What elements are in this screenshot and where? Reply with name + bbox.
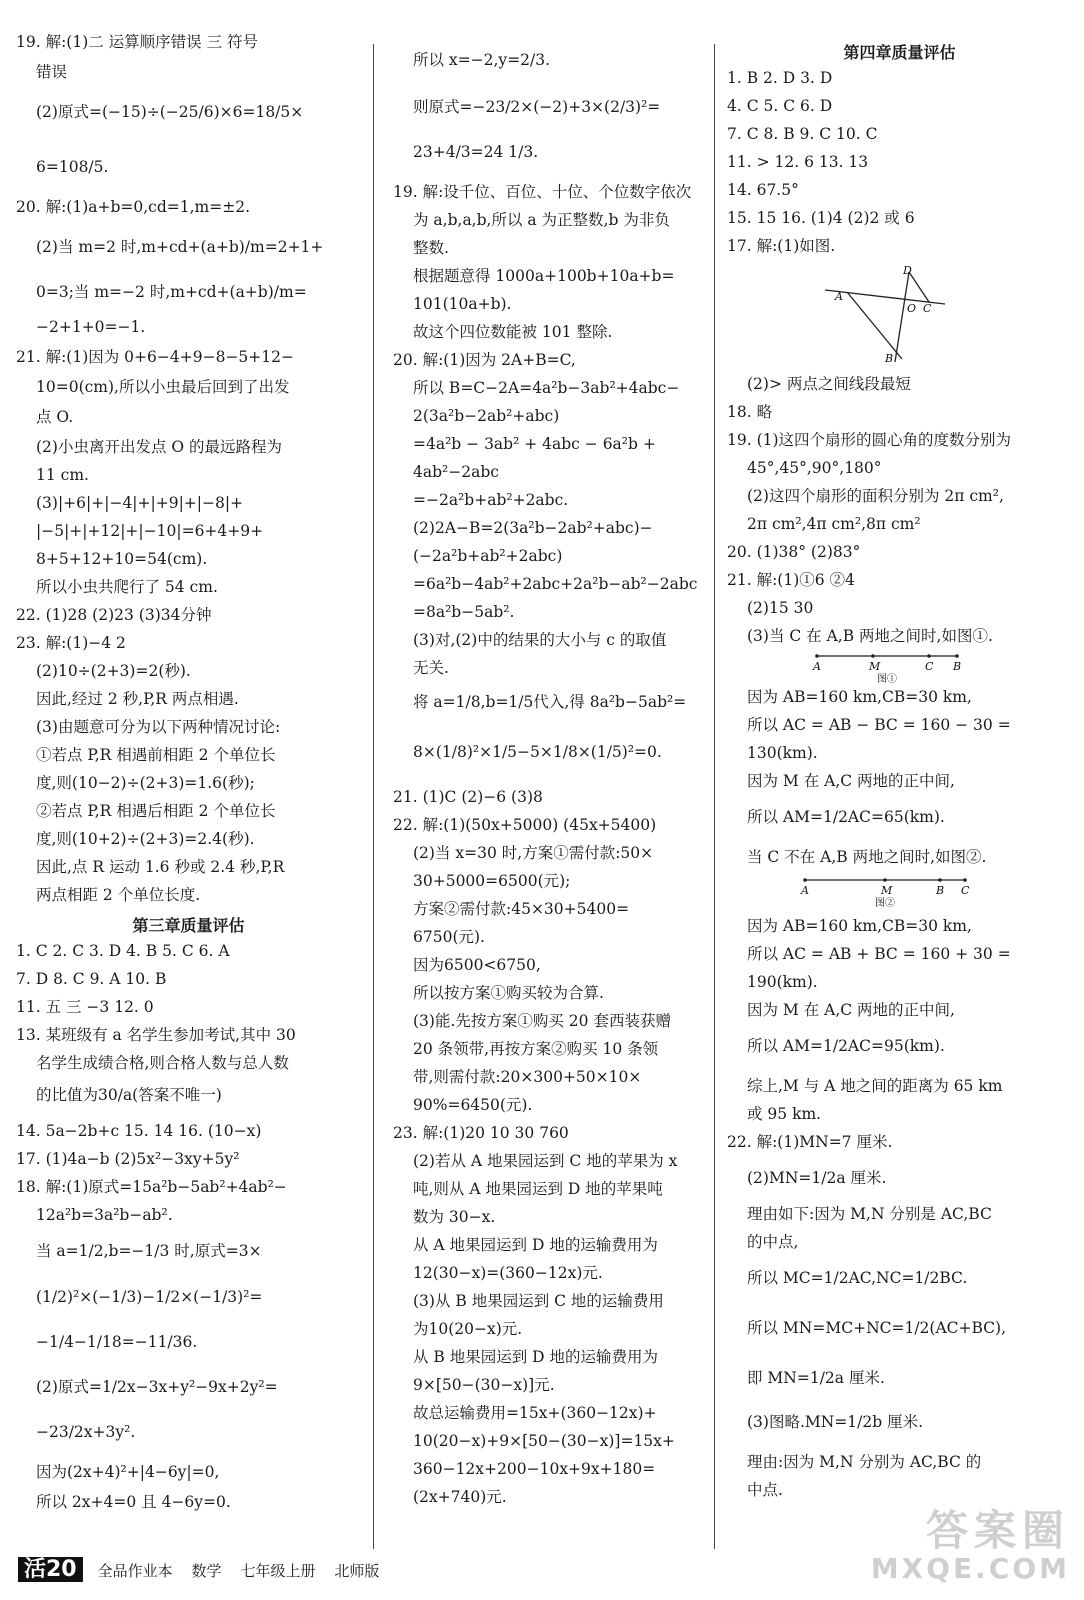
text-line: 23+4/3=24 1/3. xyxy=(413,143,539,161)
figure-17-geometry xyxy=(817,262,957,372)
text-line: 20. (1)38° (2)83° xyxy=(727,543,861,561)
text-line: 14. 5a−2b+c 15. 14 16. (10−x) xyxy=(16,1122,262,1140)
text-line: 理由如下:因为 M,N 分别是 AC,BC xyxy=(747,1205,992,1223)
text-line: 21. 解:(1)①6 ②4 xyxy=(727,571,855,589)
text-line: (−2a²b+ab²+2abc) xyxy=(413,547,563,565)
text-line: 当 C 不在 A,B 两地之间时,如图②. xyxy=(747,848,987,866)
text-line: (3)能.先按方案①购买 20 套西装获赠 xyxy=(413,1012,671,1030)
text-line: 因为 AB=160 km,CB=30 km, xyxy=(747,917,972,935)
text-line: 则原式=−23/2×(−2)+3×(2/3)²= xyxy=(413,98,661,116)
text-line: 度,则(10−2)÷(2+3)=1.6(秒); xyxy=(36,774,255,792)
watermark xyxy=(871,1508,1070,1584)
text-line: (2)当 m=2 时,m+cd+(a+b)/m=2+1+ xyxy=(36,238,324,256)
text-line: 综上,M 与 A 地之间的距离为 65 km xyxy=(747,1077,1003,1095)
text-line: 6750(元). xyxy=(413,928,485,946)
text-line: 故这个四位数能被 101 整除. xyxy=(413,323,613,341)
text-line: (2)2A−B=2(3a²b−2ab²+abc)− xyxy=(413,519,653,537)
text-line: 所以 MN=MC+NC=1/2(AC+BC), xyxy=(747,1319,1007,1337)
text-line: 90%=6450(元). xyxy=(413,1096,533,1114)
text-line: 360−12x+200−10x+9x+180= xyxy=(413,1460,656,1478)
text-line: (3)图略.MN=1/2b 厘米. xyxy=(747,1413,924,1431)
text-line: 所以 AM=1/2AC=95(km). xyxy=(747,1037,945,1055)
text-line: 23. 解:(1)20 10 30 760 xyxy=(393,1124,569,1142)
text-line: 30+5000=6500(元); xyxy=(413,872,571,890)
text-line: 错误 xyxy=(36,63,68,81)
text-line: 22. 解:(1)(50x+5000) (45x+5400) xyxy=(393,816,657,834)
text-line: 4. C 5. C 6. D xyxy=(727,97,833,115)
text-line: 因为 AB=160 km,CB=30 km, xyxy=(747,688,972,706)
fig1-label: B xyxy=(953,660,962,673)
text-line: 故总运输费用=15x+(360−12x)+ xyxy=(413,1404,657,1422)
fig17-label: C xyxy=(923,302,932,315)
grade-label: 七年级上册 xyxy=(240,1562,316,1580)
text-line: 190(km). xyxy=(747,973,818,991)
text-line: 10(20−x)+9×[50−(30−x)]=15x+ xyxy=(413,1432,675,1450)
fig17-label: B xyxy=(885,352,894,365)
book-title: 全品作业本 xyxy=(97,1562,173,1580)
text-line: 所以 AC = AB − BC = 160 − 30 = xyxy=(747,716,1011,734)
text-line: 数为 30−x. xyxy=(413,1208,496,1226)
text-line: 为10(20−x)元. xyxy=(413,1320,523,1338)
text-line: 所以 2x+4=0 且 4−6y=0. xyxy=(36,1493,231,1511)
text-line: 1. C 2. C 3. D 4. B 5. C 6. A xyxy=(16,942,230,960)
fig1-label: M xyxy=(869,660,881,673)
text-line: 因此,经过 2 秒,P,R 两点相遇. xyxy=(36,690,239,708)
text-line: −1/4−1/18=−11/36. xyxy=(36,1333,198,1351)
text-line: 12(30−x)=(360−12x)元. xyxy=(413,1264,603,1282)
watermark-line-2: MXQE.COM xyxy=(870,1552,1070,1585)
page-number-badge: 活20 xyxy=(18,1557,83,1582)
text-line: 所以 AC = AB + BC = 160 + 30 = xyxy=(747,945,1011,963)
text-line: 18. 解:(1)原式=15a²b−5ab²+4ab²− xyxy=(16,1178,287,1196)
text-line: 因为6500<6750, xyxy=(413,956,541,974)
text-line: 所以 x=−2,y=2/3. xyxy=(413,51,551,69)
subject-label: 数学 xyxy=(191,1562,222,1580)
text-line: 所以按方案①购买较为合算. xyxy=(413,984,604,1002)
text-line: 8×(1/8)²×1/5−5×1/8×(1/5)²=0. xyxy=(413,743,662,761)
text-line: 2(3a²b−2ab²+abc) xyxy=(413,407,560,425)
text-line: 19. 解:设千位、百位、十位、个位数字依次 xyxy=(393,183,692,201)
text-line: (2)原式=(−15)÷(−25/6)×6=18/5× xyxy=(36,103,304,121)
text-line: (3)从 B 地果园运到 C 地的运输费用 xyxy=(413,1292,664,1310)
text-line: 即 MN=1/2a 厘米. xyxy=(747,1369,885,1387)
text-line: 17. (1)4a−b (2)5x²−3xy+5y² xyxy=(16,1150,240,1168)
fig17-label: O xyxy=(907,302,917,315)
text-line: 11 cm. xyxy=(36,466,89,484)
watermark-line-1: 答案圈 xyxy=(925,1506,1070,1555)
text-line: (2)15 30 xyxy=(747,599,814,617)
text-line: 45°,45°,90°,180° xyxy=(747,459,882,477)
text-line: −2+1+0=−1. xyxy=(36,318,146,336)
text-line: 0=3;当 m=−2 时,m+cd+(a+b)/m= xyxy=(36,283,307,301)
text-line: 8+5+12+10=54(cm). xyxy=(36,550,208,568)
text-line: 点 O. xyxy=(36,408,74,426)
text-line: 13. 某班级有 a 名学生参加考试,其中 30 xyxy=(16,1026,296,1044)
column-divider-left xyxy=(373,44,374,1549)
text-line: 因为 M 在 A,C 两地的正中间, xyxy=(747,1001,955,1019)
text-line: 130(km). xyxy=(747,744,818,762)
text-line: (2)当 x=30 时,方案①需付款:50× xyxy=(413,844,654,862)
text-line: ①若点 P,R 相遇前相距 2 个单位长 xyxy=(36,746,276,764)
text-line: 所以小虫共爬行了 54 cm. xyxy=(36,578,218,596)
text-line: 所以 MC=1/2AC,NC=1/2BC. xyxy=(747,1269,968,1287)
figure-2-line-segment xyxy=(795,870,975,908)
text-line: 22. (1)28 (2)23 (3)34分钟 xyxy=(16,606,212,624)
text-line: 1. B 2. D 3. D xyxy=(727,69,833,87)
text-line: 吨,则从 A 地果园运到 D 地的苹果吨 xyxy=(413,1180,663,1198)
text-line: (2)MN=1/2a 厘米. xyxy=(747,1169,887,1187)
text-line: 根据题意得 1000a+100b+10a+b= xyxy=(413,267,675,285)
page-footer xyxy=(18,1552,393,1582)
text-line: 10=0(cm),所以小虫最后回到了出发 xyxy=(36,378,290,396)
text-line: 14. 67.5° xyxy=(727,181,799,199)
text-line: 所以 B=C−2A=4a²b−3ab²+4abc− xyxy=(413,379,680,397)
text-line: 从 A 地果园运到 D 地的运输费用为 xyxy=(413,1236,658,1254)
text-line: (2)小虫离开出发点 O 的最远路程为 xyxy=(36,438,283,456)
text-line: 19. (1)这四个扇形的圆心角的度数分别为 xyxy=(727,431,1012,449)
text-line: 名学生成绩合格,则合格人数与总人数 xyxy=(36,1054,289,1072)
text-line: =6a²b−4ab²+2abc+2a²b−ab²−2abc xyxy=(413,575,698,593)
fig2-label: B xyxy=(936,884,945,897)
fig17-label: A xyxy=(835,290,843,303)
text-line: 无关. xyxy=(413,659,449,677)
text-line: 7. C 8. B 9. C 10. C xyxy=(727,125,878,143)
text-line: (3)对,(2)中的结果的大小与 c 的取值 xyxy=(413,631,667,649)
section-title: 第三章质量评估 xyxy=(132,916,245,935)
text-line: −23/2x+3y². xyxy=(36,1423,136,1441)
fig1-label: C xyxy=(925,660,934,673)
fig1-caption: 图① xyxy=(877,674,897,684)
text-line: (1/2)²×(−1/3)−1/2×(−1/3)²= xyxy=(36,1288,263,1306)
text-line: 的中点, xyxy=(747,1233,799,1251)
edition-label: 北师版 xyxy=(334,1562,380,1580)
text-line: 20. 解:(1)a+b=0,cd=1,m=±2. xyxy=(16,198,251,216)
text-line: 从 B 地果园运到 D 地的运输费用为 xyxy=(413,1348,659,1366)
text-line: 2π cm²,4π cm²,8π cm² xyxy=(747,515,921,533)
text-line: 或 95 km. xyxy=(747,1105,822,1123)
column-divider-right xyxy=(714,44,715,1549)
text-line: |−5|+|+12|+|−10|=6+4+9+ xyxy=(36,522,264,540)
fig17-label: D xyxy=(903,264,912,277)
text-line: 11. > 12. 6 13. 13 xyxy=(727,153,869,171)
text-line: 6=108/5. xyxy=(36,158,109,176)
text-line: 中点. xyxy=(747,1481,783,1499)
text-line: 因此,点 R 运动 1.6 秒或 2.4 秒,P,R xyxy=(36,858,285,876)
text-line: 所以 AM=1/2AC=65(km). xyxy=(747,808,945,826)
text-line: (3)|+6|+|−4|+|+9|+|−8|+ xyxy=(36,494,244,512)
fig2-label: M xyxy=(881,884,893,897)
text-line: (3)由题意可分为以下两种情况讨论: xyxy=(36,718,281,736)
text-line: (2x+740)元. xyxy=(413,1488,507,1506)
text-line: 将 a=1/8,b=1/5代入,得 8a²b−5ab²= xyxy=(413,693,687,711)
text-line: 9×[50−(30−x)]元. xyxy=(413,1376,555,1394)
text-line: 7. D 8. C 9. A 10. B xyxy=(16,970,167,988)
text-line: 18. 略 xyxy=(727,403,773,421)
text-line: 为 a,b,a,b,所以 a 为正整数,b 为非负 xyxy=(413,211,670,229)
text-line: 因为 M 在 A,C 两地的正中间, xyxy=(747,772,955,790)
text-line: 当 a=1/2,b=−1/3 时,原式=3× xyxy=(36,1242,262,1260)
text-line: (2)10÷(2+3)=2(秒). xyxy=(36,662,191,680)
text-line: =8a²b−5ab². xyxy=(413,603,515,621)
text-line: 22. 解:(1)MN=7 厘米. xyxy=(727,1133,893,1151)
text-line: 因为(2x+4)²+|4−6y|=0, xyxy=(36,1463,220,1481)
text-line: (2)原式=1/2x−3x+y²−9x+2y²= xyxy=(36,1378,278,1396)
text-line: 度,则(10+2)÷(2+3)=2.4(秒). xyxy=(36,830,255,848)
text-line: (2)若从 A 地果园运到 C 地的苹果为 x xyxy=(413,1152,678,1170)
section-title: 第四章质量评估 xyxy=(843,43,956,62)
text-line: 方案②需付款:45×30+5400= xyxy=(413,900,630,918)
text-line: 19. 解:(1)二 运算顺序错误 三 符号 xyxy=(16,33,259,51)
text-line: 21. (1)C (2)−6 (3)8 xyxy=(393,788,543,806)
text-line: (2)这四个扇形的面积分别为 2π cm², xyxy=(747,487,1004,505)
text-line: 101(10a+b). xyxy=(413,295,512,313)
text-line: (2)> 两点之间线段最短 xyxy=(747,375,911,393)
fig2-label: C xyxy=(961,884,970,897)
fig2-label: A xyxy=(801,884,809,897)
text-line: 4ab²−2abc xyxy=(413,463,499,481)
text-line: 17. 解:(1)如图. xyxy=(727,237,836,255)
fig2-caption: 图② xyxy=(875,898,895,908)
text-line: 整数. xyxy=(413,239,449,257)
text-line: 12a²b=3a²b−ab². xyxy=(36,1206,173,1224)
text-line: 23. 解:(1)−4 2 xyxy=(16,634,126,652)
text-line: 理由:因为 M,N 分别为 AC,BC 的 xyxy=(747,1453,982,1471)
text-line: 20 条领带,再按方案②购买 10 条领 xyxy=(413,1040,659,1058)
text-line: 21. 解:(1)因为 0+6−4+9−8−5+12− xyxy=(16,348,294,366)
text-line: 两点相距 2 个单位长度. xyxy=(36,886,201,904)
text-line: 的比值为30/a(答案不唯一) xyxy=(36,1086,222,1104)
text-line: 带,则需付款:20×300+50×10× xyxy=(413,1068,642,1086)
fig1-label: A xyxy=(813,660,821,673)
text-line: 20. 解:(1)因为 2A+B=C, xyxy=(393,351,576,369)
text-line: =−2a²b+ab²+2abc. xyxy=(413,491,569,509)
text-line: 15. 15 16. (1)4 (2)2 或 6 xyxy=(727,209,915,227)
text-line: (3)当 C 在 A,B 两地之间时,如图①. xyxy=(747,627,993,645)
text-line: 11. 五 三 −3 12. 0 xyxy=(16,998,154,1016)
figure-1-line-segment xyxy=(807,646,967,684)
text-line: =4a²b − 3ab² + 4abc − 6a²b + xyxy=(413,435,656,453)
text-line: ②若点 P,R 相遇后相距 2 个单位长 xyxy=(36,802,276,820)
